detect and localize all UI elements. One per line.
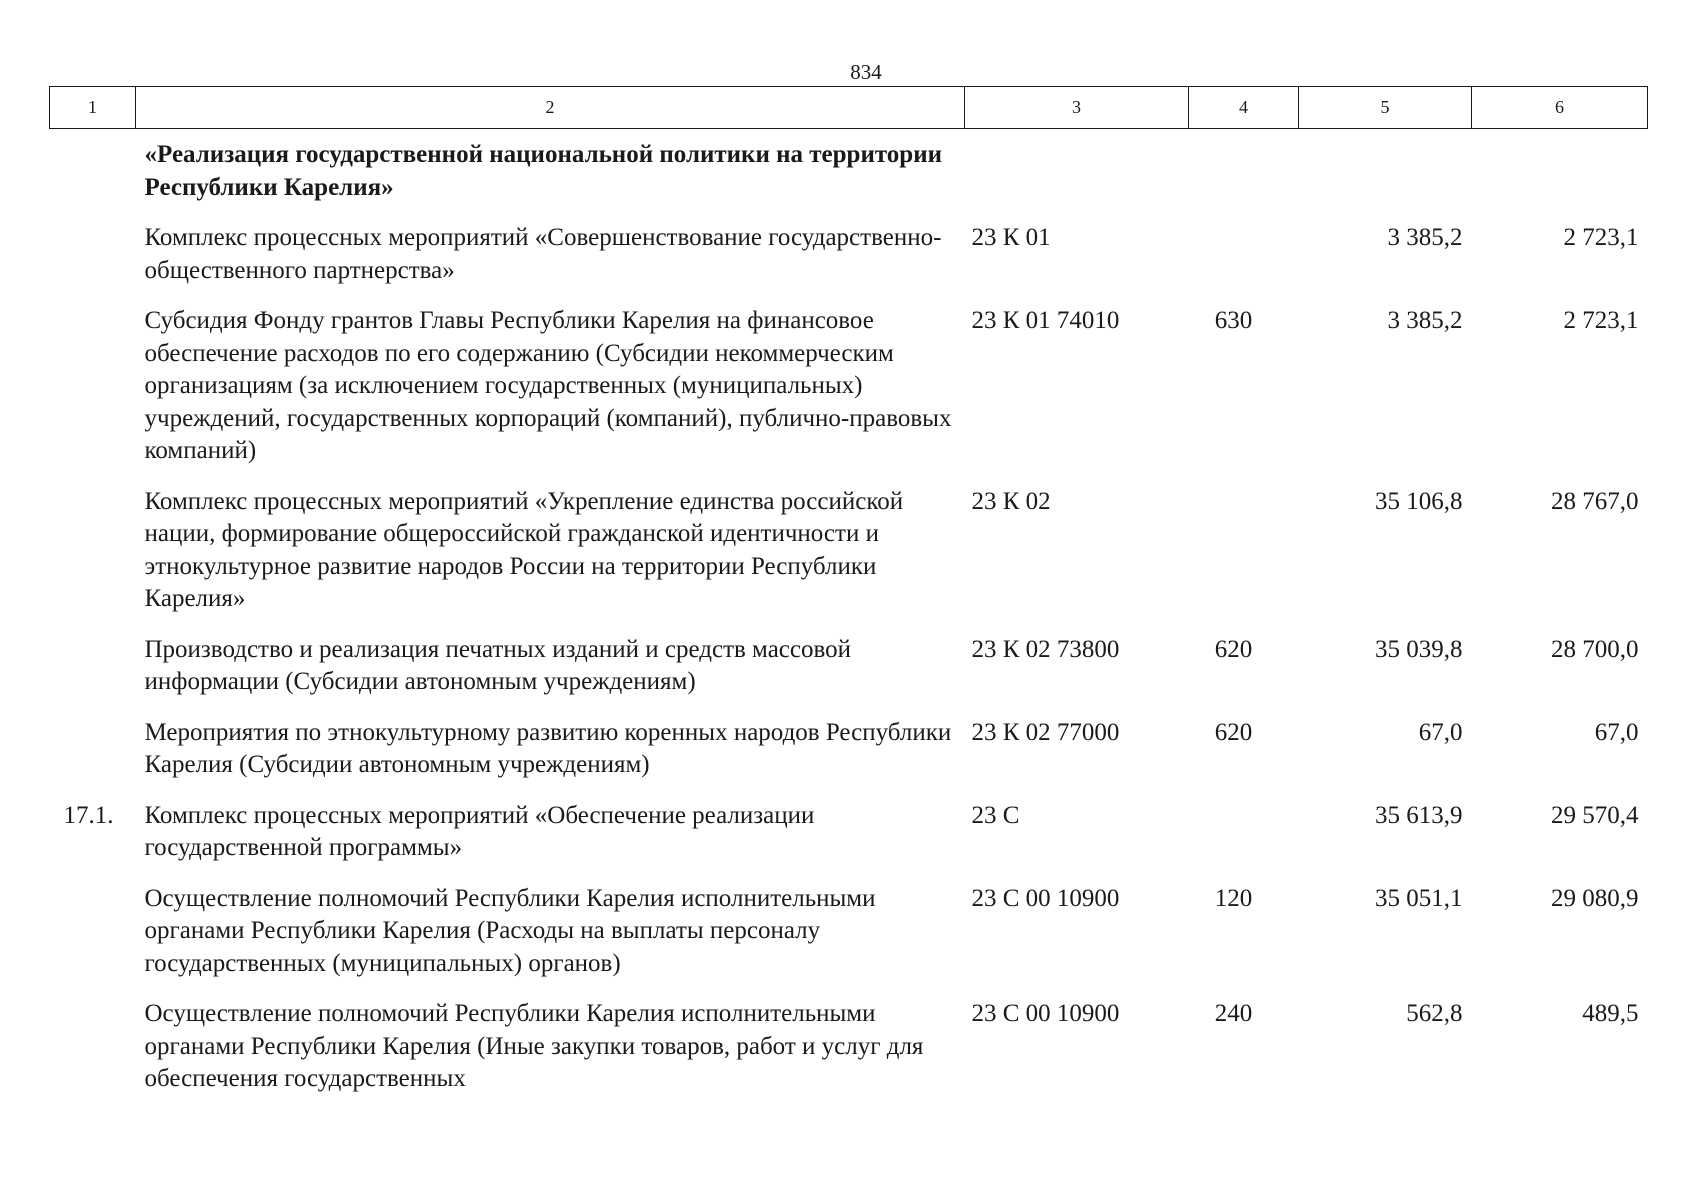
row-name: Комплекс процессных мероприятий «Совершенствование государственно-общественного партнерства» [144, 224, 942, 284]
row-expense-type: 620 [1214, 635, 1253, 663]
table-row [50, 630, 1648, 713]
table-row [50, 713, 1648, 796]
row-number [50, 994, 136, 1110]
row-amount-col6: 28 767,0 [1551, 487, 1639, 515]
row-expense-type [1189, 218, 1299, 301]
header-col-5: 5 [1299, 87, 1472, 129]
row-expense-type [1189, 482, 1299, 630]
table-body [50, 129, 1648, 1110]
row-expense-type [1189, 129, 1299, 219]
row-amount-col5: 67,0 [1418, 718, 1463, 746]
row-expense-type: 120 [1214, 884, 1253, 912]
table-row [50, 994, 1648, 1110]
row-amount-col6 [1472, 129, 1648, 219]
row-code: 23 С 00 10900 [971, 1000, 1120, 1027]
row-name: Субсидия Фонду грантов Главы Республики Карелия на финансовое обеспечение расходов по его содержанию (Субсидии некоммерческим организациям (за исключением государственных (муниципальных) учреждений, государственных корпораций (компаний), публично-правовых компаний) [144, 307, 952, 464]
row-name: «Реализация государственной национальной политики на территории Республики Карелия» [144, 141, 943, 201]
row-amount-col6: 2 723,1 [1563, 307, 1639, 334]
table-header [50, 87, 1648, 129]
page-number: 834 [850, 60, 882, 84]
row-amount-col5 [1299, 129, 1472, 219]
table-row [50, 482, 1648, 630]
row-amount-col6: 29 570,4 [1551, 801, 1639, 829]
row-code: 23 К 02 [971, 487, 1051, 515]
header-col-4: 4 [1189, 87, 1299, 129]
row-amount-col6: 2 723,1 [1563, 224, 1639, 251]
row-amount-col5: 3 385,2 [1387, 307, 1463, 334]
row-number [50, 301, 136, 482]
budget-table [49, 86, 1648, 1110]
row-code: 23 К 01 74010 [971, 307, 1120, 334]
row-code: 23 К 01 [971, 224, 1051, 251]
header-row [50, 87, 1648, 129]
row-code: 23 С [971, 801, 1020, 829]
row-name: Осуществление полномочий Республики Карелия исполнительными органами Республики Карелия (Иные закупки товаров, работ и услуг для обеспечения государственных [144, 1000, 924, 1092]
row-number [50, 713, 136, 796]
row-number [50, 218, 136, 301]
header-col-1: 1 [50, 87, 136, 129]
row-expense-type [1189, 796, 1299, 879]
header-col-6: 6 [1472, 87, 1648, 129]
row-name: Производство и реализация печатных изданий и средств массовой информации (Субсидии автономным учреждениям) [144, 635, 851, 695]
row-code: 23 С 00 10900 [971, 884, 1120, 912]
table-row [50, 218, 1648, 301]
row-name: Мероприятия по этнокультурному развитию коренных народов Республики Карелия (Субсидии автономным учреждениям) [144, 718, 952, 778]
row-code [965, 129, 1189, 219]
row-expense-type: 620 [1214, 718, 1253, 746]
row-amount-col6: 67,0 [1594, 718, 1639, 746]
header-col-2: 2 [136, 87, 965, 129]
row-number: 17.1. [63, 801, 114, 829]
header-col-3: 3 [965, 87, 1189, 129]
row-amount-col5: 35 106,8 [1375, 487, 1463, 515]
row-name: Комплекс процессных мероприятий «Обеспечение реализации государственной программы» [144, 801, 815, 861]
row-number [50, 129, 136, 219]
row-amount-col5: 3 385,2 [1387, 224, 1463, 251]
table-row [50, 879, 1648, 995]
row-amount-col5: 562,8 [1406, 1000, 1463, 1027]
row-expense-type: 630 [1214, 307, 1253, 334]
table-row [50, 301, 1648, 482]
row-number [50, 879, 136, 995]
row-number [50, 482, 136, 630]
row-amount-col6: 28 700,0 [1551, 635, 1639, 663]
table-row [50, 796, 1648, 879]
row-amount-col5: 35 613,9 [1375, 801, 1463, 829]
row-name: Комплекс процессных мероприятий «Укрепление единства российской нации, формирование общероссийской гражданской идентичности и этнокультурное развитие народов России на территории Республики Карелия» [144, 487, 904, 612]
row-amount-col6: 489,5 [1582, 1000, 1639, 1027]
row-amount-col6: 29 080,9 [1551, 884, 1639, 912]
row-amount-col5: 35 051,1 [1375, 884, 1463, 912]
row-expense-type: 240 [1214, 1000, 1253, 1027]
table-row [50, 129, 1648, 219]
row-number [50, 630, 136, 713]
row-name: Осуществление полномочий Республики Карелия исполнительными органами Республики Карелия (Расходы на выплаты персоналу государственных (муниципальных) органов) [144, 884, 876, 977]
row-code: 23 К 02 77000 [971, 718, 1120, 746]
row-code: 23 К 02 73800 [971, 635, 1120, 663]
row-amount-col5: 35 039,8 [1375, 635, 1463, 663]
